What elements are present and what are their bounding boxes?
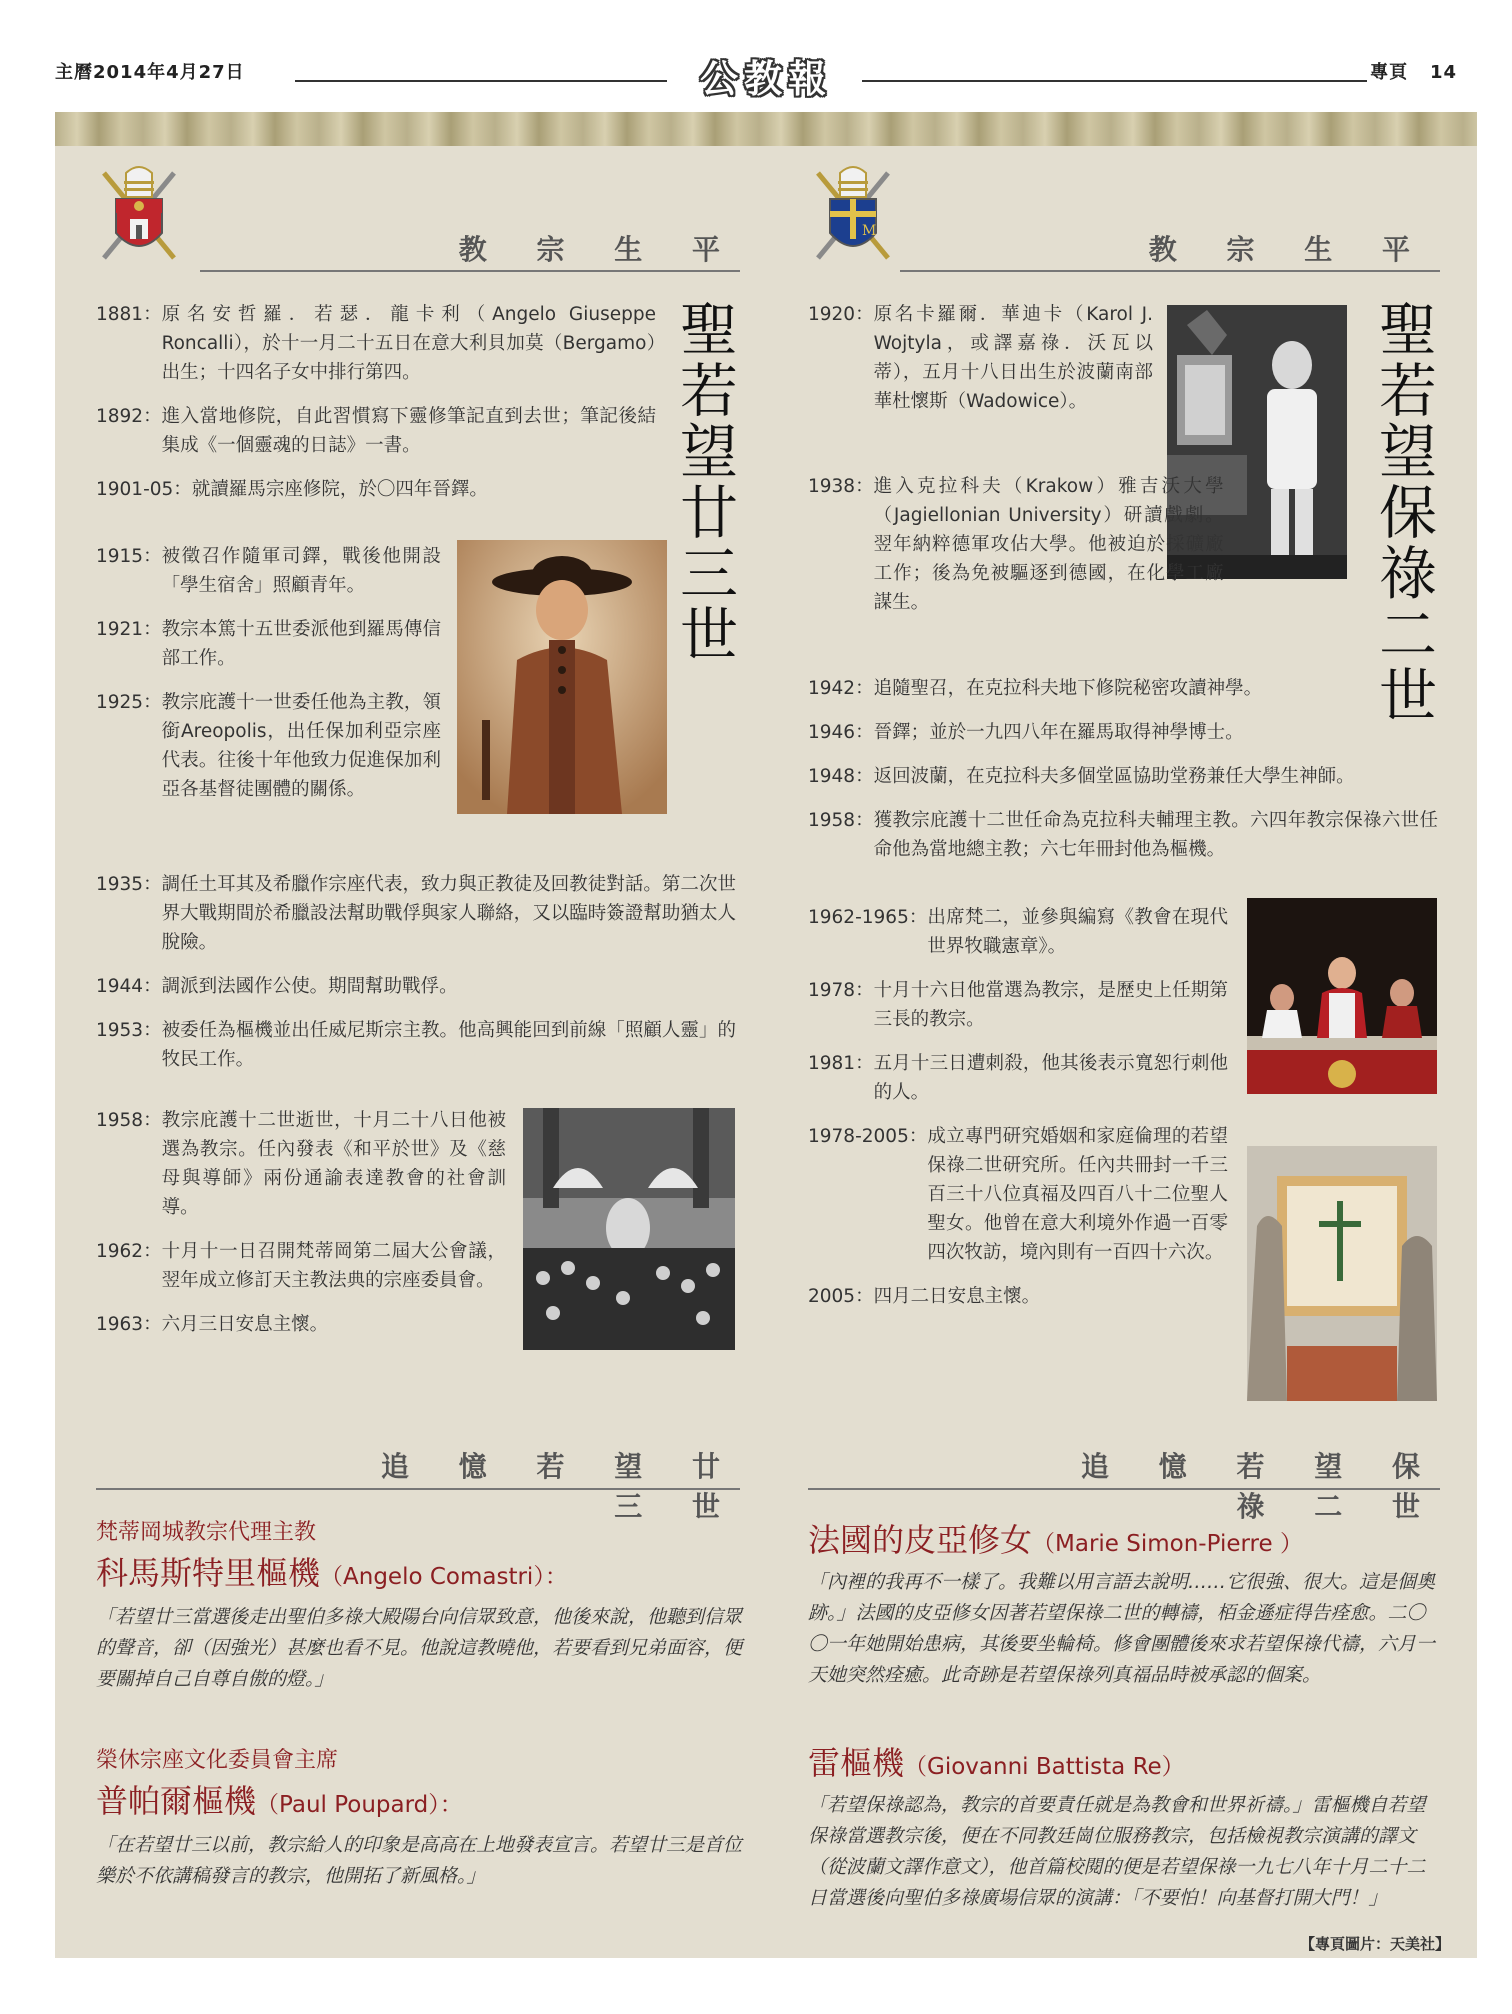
heading-rule (200, 270, 740, 272)
memorial-name: 普帕爾樞機（Paul Poupard）： (96, 1782, 463, 1820)
section-name: 專頁 (1370, 62, 1409, 83)
memorial-name: 科馬斯特里樞機（Angelo Comastri）： (96, 1554, 568, 1592)
memorial-heading-john-xxiii: 追 憶 若 望 廿 三 世 (381, 1450, 740, 1523)
header-rule-right (862, 80, 1367, 82)
timeline-entry: 1935： 調任土耳其及希臘作宗座代表，致力與正教徒及回教徒對話。第二次世界大戰期間於希臘設法幫助戰俘與家人聯絡，又以臨時簽證幫助猶太人脫險。 (96, 874, 736, 953)
section-heading-biography: 教 宗 生 平 (1148, 233, 1430, 266)
timeline-entry: 1920： 原名卡羅爾．華迪卡（Karol J. Wojtyla，或譯嘉祿．沃瓦以蒂），五月十八日出生於波蘭南部華杜懷斯（Wadowice）。 (808, 304, 1153, 412)
timeline-entry: 1958： 教宗庇護十二世逝世，十月二十八日他被選為教宗。任內發表《和平於世》及《慈母與導師》兩份通諭表達教會的社會訓導。 (96, 1110, 506, 1218)
timeline-entry: 1962： 十月十一日召開梵蒂岡第二屆大公會議，翌年成立修訂天主教法典的宗座委員會。 (96, 1241, 506, 1291)
heading-rule (900, 270, 1440, 272)
timeline-entry: 1963： 六月三日安息主懷。 (96, 1314, 329, 1335)
photo-canonization-banner (1247, 1146, 1437, 1401)
timeline-entry: 1892： 進入當地修院，自此習慣寫下靈修筆記直到去世；筆記後結集成《一個靈魂的日誌》一書。 (96, 406, 656, 456)
svg-text:M: M (862, 223, 877, 239)
timeline-photo2 (96, 1106, 506, 1339)
timeline-entry: 1978-2005： 成立專門研究婚姻和家庭倫理的若望保祿二世研究所。任內共冊封一千三百三十八位真福及四百八十二位聖人聖女。他曾在意大利境外作過一百零四次牧訪，境內則有一百四十六次。 (808, 1126, 1228, 1263)
masthead: 公教報 (699, 57, 832, 101)
photo-papal-balcony (1247, 898, 1437, 1094)
memorial-quote: 「內裡的我再不一樣了。我難以用言語去說明……它很強、很大。這是個奧跡。」法國的皮亞修女因著若望保祿二世的轉禱，栢金遜症得告痊愈。二〇〇一年她開始患病，其後要坐輪椅。修會團體後來求若望保祿代禱，六月一天她突然痊癒。此奇跡是若望保祿列真福品時被承認的個案。 (808, 1571, 1436, 1686)
heading-rule (96, 1488, 740, 1490)
memorial-entry (808, 1515, 1438, 1691)
memorial-quote: 「若望廿三當選後走出聖伯多祿大殿陽台向信眾致意，他後來說，他聽到信眾的聲音，卻（因強光）甚麼也看不見。他說這教曉他，若要看到兄弟面容，便要關掉自己自尊自傲的燈。」 (96, 1606, 743, 1690)
photo-papal-procession (523, 1108, 735, 1350)
memorial-role: 榮休宗座文化委員會主席 (96, 1748, 339, 1773)
timeline-entry: 2005： 四月二日安息主懷。 (808, 1286, 1041, 1307)
title-john-xxiii: 聖若望廿三世 (679, 296, 738, 669)
title-john-paul-ii: 聖若望保祿二世 (1378, 296, 1437, 730)
decorative-band (55, 112, 1477, 146)
timeline-entry: 1901-05： 就讀羅馬宗座修院，於〇四年晉鐸。 (96, 479, 488, 500)
photo-roncalli-portrait (457, 540, 667, 814)
issue-date: 主曆2014年4月27日 (55, 62, 245, 83)
timeline-top (96, 300, 656, 504)
photo-credit: 【專頁圖片：天美社】 (1299, 1935, 1450, 1953)
timeline-entry: 1962-1965： 出席梵二，並參與編寫《教會在現代世界牧職憲章》。 (808, 907, 1228, 957)
timeline-photo2 (808, 903, 1228, 1311)
papal-coat-of-arms-icon (94, 163, 184, 267)
papal-coat-of-arms-icon (808, 163, 898, 267)
memorial-entry (808, 1738, 1438, 1914)
memorial-name: 法國的皮亞修女（Marie Simon-Pierre ） (808, 1521, 1303, 1559)
memorial-entry (96, 1743, 746, 1892)
memorial-quote: 「若望保祿認為，教宗的首要責任就是為教會和世界祈禱。」雷樞機自若望保祿當選教宗後，便在不同教廷崗位服務教宗，包括檢視教宗演講的譯文（從波蘭文譯作意文），他首篇校閱的便是若望保祿一九七八年十月二十二日當選後向聖伯多祿廣場信眾的演講：「不要怕！向基督打開大門！」 (808, 1794, 1426, 1909)
timeline-entry: 1978： 十月十六日他當選為教宗，是歷史上任期第三長的教宗。 (808, 980, 1228, 1030)
section-heading-biography: 教 宗 生 平 (458, 233, 740, 266)
timeline-entry: 1925： 教宗庇護十一世委任他為主教，領銜Areopolis，出任保加利亞宗座代表。往後十年他致力促進保加利亞各基督徒團體的關係。 (96, 692, 441, 800)
memorial-entry (96, 1515, 746, 1695)
timeline-entry: 1915： 被徵召作隨軍司鐸，戰後他開設「學生宿舍」照顧青年。 (96, 546, 441, 596)
timeline-entry: 1881： 原名安哲羅．若瑟．龍卡利（Angelo Giuseppe Roncalli），於十一月二十五日在意大利貝加莫（Bergamo）出生；十四名子女中排行第四。 (96, 304, 656, 383)
memorial-heading-john-paul-ii: 追 憶 若 望 保 祿 二 世 (1081, 1450, 1440, 1523)
page-label (1370, 58, 1457, 84)
timeline-entry: 1953： 被委任為樞機並出任威尼斯宗主教。他高興能回到前線「照顧人靈」的牧民工作。 (96, 1020, 736, 1070)
timeline-middle (808, 674, 1438, 864)
timeline-entry: 1921： 教宗本篤十五世委派他到羅馬傳信部工作。 (96, 619, 441, 669)
timeline-entry: 1942： 追隨聖召，在克拉科夫地下修院秘密攻讀神學。 (808, 678, 1263, 699)
memorial-quote: 「在若望廿三以前，教宗給人的印象是高高在上地發表宣言。若望廿三是首位樂於不依講稿發言的教宗，他開拓了新風格。」 (96, 1834, 743, 1887)
heading-rule (808, 1488, 1440, 1490)
memorial-role: 梵蒂岡城教宗代理主教 (96, 1520, 317, 1545)
timeline-entry: 1938： 進入克拉科夫（Krakow）雅吉沃大學（Jagiellonian University）研讀戲劇。翌年納粹德軍攻佔大學。他被迫於採礦廠工作；後為免被驅逐到德國，在化學工廠謀生。 (808, 476, 1224, 613)
timeline-photo1 (96, 542, 441, 804)
timeline-photo1-cont (808, 472, 1348, 617)
timeline-entry: 1958： 獲教宗庇護十二世任命為克拉科夫輔理主教。六四年教宗保祿六世任命他為當地總主教；六七年冊封他為樞機。 (808, 810, 1438, 860)
timeline-entry: 1981： 五月十三日遭刺殺，他其後表示寬恕行刺他的人。 (808, 1053, 1228, 1103)
timeline-photo1 (808, 300, 1153, 431)
timeline-entry: 1946： 晉鐸；並於一九四八年在羅馬取得神學博士。 (808, 722, 1244, 743)
timeline-entry: 1948： 返回波蘭，在克拉科夫多個堂區協助堂務兼任大學生神師。 (808, 766, 1355, 787)
timeline-middle (96, 870, 736, 1074)
page-number: 14 (1429, 62, 1457, 83)
header-rule-left (295, 80, 667, 82)
timeline-entry: 1944： 調派到法國作公使。期間幫助戰俘。 (96, 976, 458, 997)
memorial-name: 雷樞機（Giovanni Battista Re） (808, 1744, 1185, 1782)
